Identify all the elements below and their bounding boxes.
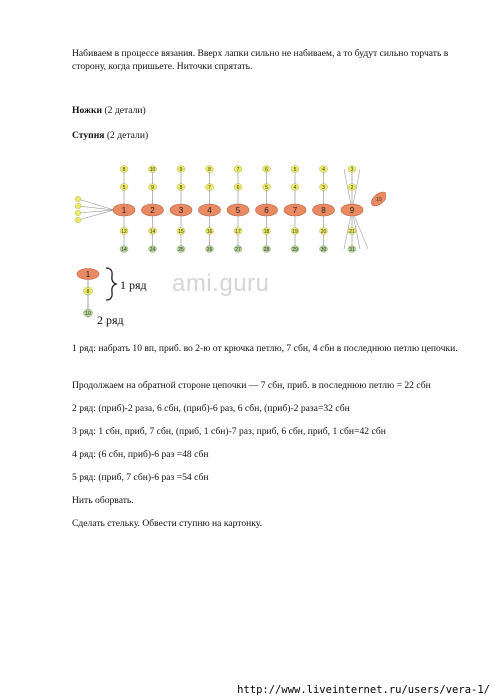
big-loop-label: 6 — [264, 206, 269, 215]
finish-text: Нить оборвать. — [72, 495, 134, 506]
left-fan-node — [75, 217, 81, 222]
bottom-inner-label: 14 — [149, 228, 156, 235]
top-inner-label: 7 — [208, 184, 211, 191]
legend-loop-10-label: 10 — [85, 311, 91, 317]
insole-text: Сделать стельку. Обвести ступню на картонку. — [72, 518, 263, 529]
bottom-inner-label: 19 — [292, 228, 298, 235]
top-inner-label: 8 — [179, 184, 183, 191]
top-inner-label: 3 — [322, 184, 325, 191]
row-2-text: 2 ряд: (приб)-2 раза, 6 сбн, (приб)-6 раз, 6 сбн, (приб)-2 раза=32 сбн — [72, 403, 350, 414]
bottom-outer-label: 26 — [206, 246, 213, 253]
legend-loop-8-label: 8 — [86, 289, 90, 295]
top-outer-label: 5 — [293, 166, 297, 173]
left-fan-node — [75, 196, 81, 201]
bottom-outer-label: 25 — [178, 246, 184, 253]
row-3-text: 3 ряд: 1 сбн, приб, 7 сбн, (приб, 1 сбн)-7 раз, приб, 6 сбн, приб, 1 сбн=42 сбн — [72, 426, 386, 437]
row-5-text: 5 ряд: (приб, 7 сбн)-6 раз =54 сбн — [72, 472, 209, 483]
bottom-inner-label: 16 — [206, 228, 213, 235]
top-outer-label: 8 — [208, 166, 211, 173]
top-outer-label: 8 — [122, 166, 126, 173]
big-loop-label: 9 — [349, 206, 355, 215]
row-1-continued-text: Продолжаем на обратной стороне цепочки — 7 сбн, приб. в последнюю петлю = 22 сбн — [72, 380, 431, 391]
big-loop-label: 2 — [150, 206, 155, 215]
bottom-inner-label: 17 — [235, 228, 241, 235]
bottom-inner-label: 20 — [320, 228, 327, 235]
legs-label: Ножки — [72, 105, 103, 116]
foot-label: Ступня — [72, 130, 105, 141]
bottom-outer-label: 28 — [263, 246, 270, 253]
foot-note: (2 детали) — [106, 130, 149, 141]
row-4-text: 4 ряд: (6 сбн, приб)-6 раз =48 сбн — [72, 449, 209, 460]
legs-heading — [72, 104, 467, 117]
top-inner-label: 2 — [350, 184, 354, 191]
legend-loop-1-label: 1 — [85, 270, 91, 279]
row-1-text: 1 ряд: набрать 10 вп, приб. во 2-ю от крючка петлю, 7 сбн, 4 сбн в последнюю петлю цепочки. — [72, 343, 458, 354]
bottom-outer-label: 14 — [121, 246, 127, 253]
bottom-inner-label: 21 — [349, 228, 355, 235]
bottom-inner-label: 12 — [121, 228, 127, 235]
top-inner-label: 5 — [122, 184, 126, 191]
top-inner-label: 5 — [265, 184, 268, 191]
top-outer-label: 7 — [236, 166, 240, 173]
bottom-outer-label: 30 — [320, 246, 327, 253]
bottom-inner-label: 18 — [263, 228, 270, 235]
big-loop-label: 5 — [235, 206, 241, 215]
bottom-inner-label: 15 — [178, 228, 184, 235]
legend-row1-label: 1 ряд — [120, 278, 147, 292]
big-loop-label: 7 — [292, 206, 298, 215]
bottom-outer-label: 29 — [292, 246, 298, 253]
crochet-foot-diagram — [66, 155, 386, 265]
big-loop-label: 1 — [121, 206, 127, 215]
big-loop-label: 3 — [178, 206, 184, 215]
big-loop-label: 8 — [321, 206, 326, 215]
left-fan-node — [75, 210, 81, 215]
top-inner-label: 6 — [236, 184, 240, 191]
legend-brace — [106, 268, 116, 300]
top-outer-label: 10 — [149, 166, 156, 173]
source-url: http://www.liveinternet.ru/users/vera-1/ — [237, 684, 490, 696]
left-fan-node — [75, 203, 81, 208]
bottom-outer-label: 27 — [235, 246, 241, 253]
top-inner-label: 9 — [151, 184, 154, 191]
top-outer-label: 4 — [322, 166, 325, 173]
intro-paragraph: Набиваем в процессе вязания. Вверх лапки сильно не набиваем, а то будут сильно торчать в сторону, когда пришьете. Ниточки спрятать. — [72, 48, 449, 72]
bottom-outer-label: 24 — [149, 246, 156, 253]
big-loop-label: 4 — [207, 206, 212, 215]
legs-note: (2 детали) — [104, 105, 146, 116]
top-inner-label: 4 — [293, 184, 297, 191]
end-loop-10-label: 10 — [376, 197, 382, 203]
legend-row2-label: 2 ряд — [97, 313, 124, 327]
top-outer-label: 9 — [179, 166, 183, 173]
bottom-outer-label: 31 — [349, 246, 355, 253]
watermark: ami.guru — [172, 270, 270, 297]
top-outer-label: 3 — [350, 166, 354, 173]
top-outer-label: 6 — [265, 166, 268, 173]
foot-heading — [72, 129, 467, 142]
